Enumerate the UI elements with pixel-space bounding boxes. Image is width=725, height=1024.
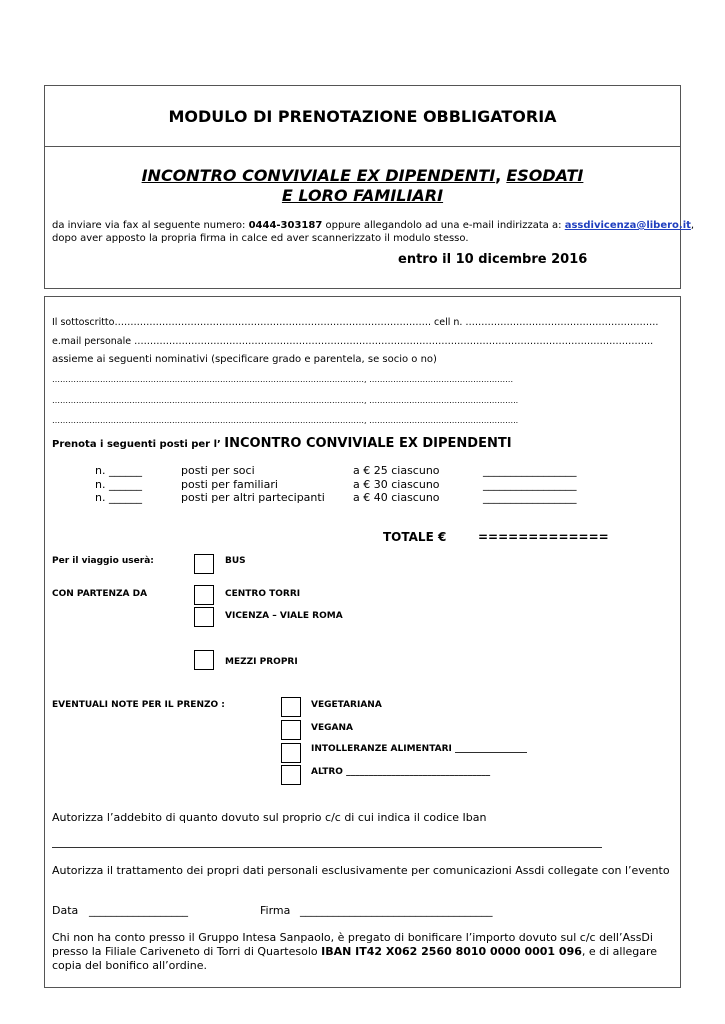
bonifico-line2 [52,945,657,958]
event-separator: , [495,166,502,185]
vegana-label: VEGANA [311,723,353,733]
autorizza-dati-text: Autorizza il trattamento dei propri dati personali esclusivamente per comunicazioni Assdi collegate con l’evento [52,864,670,877]
vegetariana-checkbox[interactable] [281,697,301,717]
bonifico-text-b: , e di allegare [581,945,658,958]
instructions-text-a: da inviare via fax al seguente numero: [52,220,249,231]
deadline: entro il 10 dicembre 2016 [398,252,588,267]
seat-row-altri-count[interactable]: n. ______ [95,491,142,504]
prenota-prefix: Prenota i seguenti posti per l’ [52,439,225,450]
vegana-checkbox[interactable] [281,720,301,740]
prenota-event: INCONTRO CONVIVIALE EX DIPENDENTI [224,436,512,451]
totale-value[interactable]: ============= [478,530,609,544]
mezzi-propri-label: MEZZI PROPRI [225,657,298,667]
instructions-text-c: , [690,220,695,231]
totale-label: TOTALE € [383,530,447,544]
event-title-line1 [0,166,725,185]
seat-row-familiari-amount[interactable]: _________________ [483,478,577,491]
nominativi-line-2: ………………………………………………………………………………………………………, ……………………………………………….. [52,396,519,405]
instructions-text-b: oppure allegandolo ad una e-mail indirizzata a: [322,220,565,231]
vicenza-label: VICENZA – VIALE ROMA [225,611,343,621]
firma-label: Firma [260,904,291,917]
data-label: Data [52,904,79,917]
email-link[interactable]: assdivicenza@libero.it [564,220,691,231]
header-divider [45,146,680,147]
nominativi-line-1: ………………………………………………………………………………………………………, ……………………………………………… [52,375,514,384]
seat-row-soci-desc: posti per soci [181,464,255,477]
vegetariana-label: VEGETARIANA [311,700,382,710]
fax-number: 0444-303187 [248,220,323,231]
centro-torri-label: CENTRO TORRI [225,589,301,599]
instructions-line1 [52,220,694,231]
event-name: INCONTRO CONVIVIALE EX DIPENDENTI [141,166,496,185]
seat-row-familiari-desc: posti per familiari [181,478,278,491]
form-title: MODULO DI PRENOTAZIONE OBBLIGATORIA [168,107,557,126]
bonifico-line3: copia del bonifico all’ordine. [52,959,207,972]
bonifico-iban: IBAN IT42 X062 2560 8010 0000 0001 096 [321,945,582,958]
seat-row-familiari-count[interactable]: n. ______ [95,478,142,491]
altro-label[interactable]: ALTRO ________________________________ [311,767,491,777]
bus-label: BUS [225,556,246,566]
seat-row-altri-amount[interactable]: _________________ [483,491,577,504]
autorizza-iban-text: Autorizza l’addebito di quanto dovuto sul proprio c/c di cui indica il codice Iban [52,811,487,824]
bonifico-line1: Chi non ha conto presso il Gruppo Intesa Sanpaolo, è pregato di bonificare l’importo dovuto sul c/c dell’AssDi [52,931,653,944]
assieme-line: assieme ai seguenti nominativi (specificare grado e parentela, se socio o no) [52,354,437,365]
prenota-line [52,432,512,451]
vicenza-checkbox[interactable] [194,607,214,627]
email-personale-line: e.mail personale ……………………………………………………………………………………………………………………………………………….. [52,336,654,347]
mezzi-propri-checkbox[interactable] [194,650,214,670]
seat-row-soci-price: a € 25 ciascuno [353,464,440,477]
event-esodati: ESODATI [506,166,584,185]
seat-row-altri-price: a € 40 ciascuno [353,491,440,504]
firma-field[interactable]: ___________________________________ [300,904,493,917]
event-title-line2: E LORO FAMILIARI [281,186,444,205]
centro-torri-checkbox[interactable] [194,585,214,605]
intolleranze-checkbox[interactable] [281,743,301,763]
seat-row-soci-count[interactable]: n. ______ [95,464,142,477]
sottoscritto-line: Il sottoscritto………………………………………………………………………………………. cell n. ……………………………………………………. [52,317,659,328]
seat-row-soci-amount[interactable]: _________________ [483,464,577,477]
instructions-line2: dopo aver apposto la propria firma in calce ed aver scannerizzato il modulo stesso. [52,233,469,244]
bus-checkbox[interactable] [194,554,214,574]
partenza-label: CON PARTENZA DA [52,589,148,599]
seat-row-familiari-price: a € 30 ciascuno [353,478,440,491]
altro-checkbox[interactable] [281,765,301,785]
iban-line[interactable] [52,847,602,848]
nominativi-line-3: ………………………………………………………………………………………………………, ……………………………………………….. [52,416,519,425]
intolleranze-label[interactable]: INTOLLERANZE ALIMENTARI ________________ [311,744,528,754]
data-field[interactable]: __________________ [89,904,188,917]
viaggio-label: Per il viaggio userà: [52,556,154,566]
bonifico-text-a: presso la Filiale Cariveneto di Torri di Quartesolo [52,945,322,958]
seat-row-altri-desc: posti per altri partecipanti [181,491,325,504]
note-label: EVENTUALI NOTE PER IL PRENZO : [52,700,225,710]
